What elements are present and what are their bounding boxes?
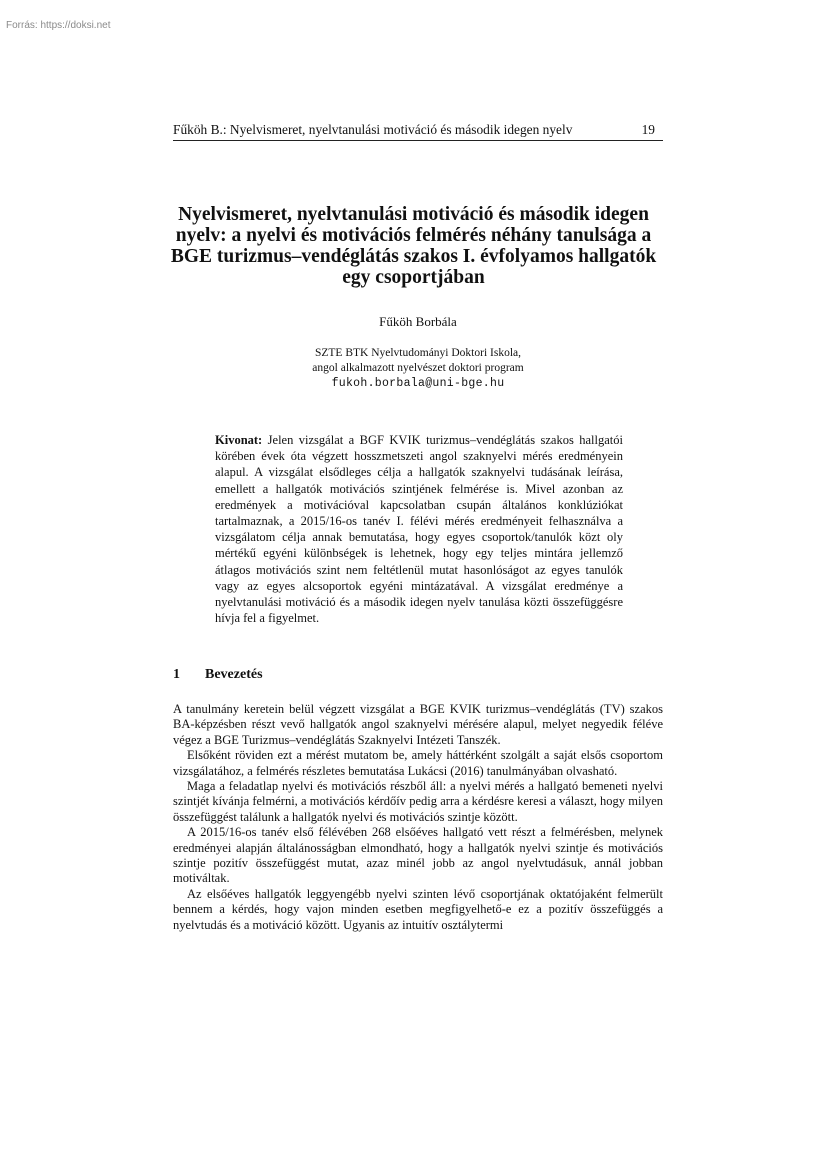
source-note: Forrás: https://doksi.net — [6, 20, 111, 31]
paragraph: A tanulmány keretein belül végzett vizsgálat a BGE KVIK turizmus–vendéglátás (TV) szakos BA-képzésben részt vevő hallgatók angol szaknyelvi mérésére alapul, melyet negyedik féléve végez a BGE Turizmus–vendéglátás Szaknyelvi Intézeti Tanszék. — [173, 702, 663, 747]
page-number: 19 — [641, 122, 655, 137]
paper-title: Nyelvismeret, nyelvtanulási motiváció és második idegen nyelv: a nyelvi és motivációs felmérés néhány tanulsága a BGE turizmus–vendéglátás szakos I. évfolyamos hallgatók egy csoportjában — [170, 204, 657, 288]
section-heading — [173, 667, 263, 683]
running-header — [173, 122, 663, 141]
affiliation-line-1: SZTE BTK Nyelvtudományi Doktori Iskola, — [314, 347, 522, 359]
section-number: 1 — [173, 667, 180, 682]
paragraph: Elsőként röviden ezt a mérést mutatom be, amely háttérként szolgált a saját elsős csoportom vizsgálatához, a felmérés részletes bemutatása Lukácsi (2016) tanulmányában olvasható. — [173, 748, 663, 778]
section-title: Bevezetés — [205, 667, 263, 682]
abstract-text: Jelen vizsgálat a BGF KVIK turizmus–vendéglátás szakos hallgatói körében évek óta végzett hosszmetszeti angol szaknyelvi mérés eredményein alapul. A vizsgálat elsődleges célja a hallgatók szaknyelvi tudásának leírása, emellett a hallgatók motivációs szintjének felmérése is. Mivel azonban az eredmények a motivációval kapcsolatban csupán általános konklúziókat tartalmaznak, a 2015/16-os tanév I. félévi mérés eredményeit felhasználva a vizsgálatom célja annak bemutatása, hogy egyes csoportok/tanulók közt oly mértékű egyéni különbségek is lehetnek, hogy egy teljes mintára jellemző átlagos motivációs szint nem feltétlenül mutat hasonlóságot az egyes tanulók vagy az egyes alcsoportok egyéni mintázatával. A vizsgálat eredménye a nyelvtanulási motiváció és a második idegen nyelv tanulása közti összefüggésre hívja fel a figyelmet. — [215, 433, 623, 626]
author-name: Fűköh Borbála — [379, 314, 457, 329]
abstract-label: Kivonat: — [215, 433, 263, 447]
section-body — [173, 702, 663, 933]
paragraph: Az elsőéves hallgatók leggyengébb nyelvi szinten lévő csoportjának oktatójaként felmerült bennem a kérdés, hogy vajon minden esetben megfigyelhető-e ez a pozitív összefüggés a nyelvtudás és a motiváció között. Ugyanis az intuitív osztálytermi — [173, 886, 663, 932]
author-affiliation — [173, 346, 663, 391]
paragraph: Maga a feladatlap nyelvi és motivációs részből áll: a nyelvi mérés a hallgató bemeneti nyelvi szintjét kívánja felmérni, a motivációs kérdőív pedig arra a kérdésre keresi a választ, hogy milyen összefüggést találunk a hallgatók nyelvi és motivációs szintje között. — [173, 779, 663, 824]
abstract — [215, 432, 623, 626]
author-email[interactable]: fukoh.borbala@uni-bge.hu — [331, 377, 505, 390]
affiliation-line-2: angol alkalmazott nyelvészet doktori program — [312, 362, 524, 374]
running-title: Fűköh B.: Nyelvismeret, nyelvtanulási motiváció és második idegen nyelv — [173, 122, 573, 137]
paragraph: A 2015/16-os tanév első félévében 268 elsőéves hallgató vett részt a felmérésben, melynek eredményei alapján általánosságban elmondható, hogy a hallgatók nyelvi szintje és motivációs szintje pozitív összefüggést mutat, azaz minél jobb az angol nyelvtudásuk, annál jobban motiváltak. — [173, 825, 663, 886]
